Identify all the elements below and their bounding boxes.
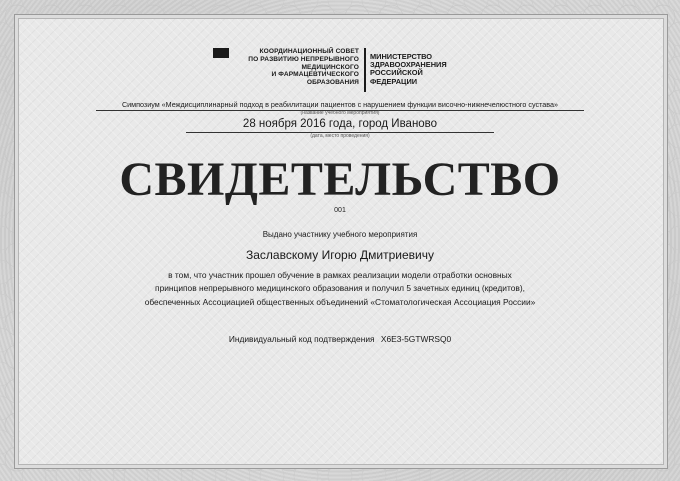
certificate-number: 001 xyxy=(334,207,346,214)
council-name: КООРДИНАЦИОННЫЙ СОВЕТ ПО РАЗВИТИЮ НЕПРЕРЫВНОГО МЕДИЦИНСКОГО И ФАРМАЦЕВТИЧЕСКОГО ОБРАЗОВАНИЯ xyxy=(213,48,359,87)
body-line: принципов непрерывного медицинского образования и получил 5 зачетных единиц (кредитов), xyxy=(155,283,525,294)
event-name-caption: (название учебного мероприятия) xyxy=(300,110,380,116)
event-name: Симпозиум «Междисциплинарный подход в реабилитации пациентов с нарушением функции височно-нижнечелюстного сустава» xyxy=(121,100,559,109)
participant-name: Заславскому Игорю Дмитриевичу xyxy=(246,248,434,262)
certificate-body xyxy=(14,269,666,309)
confirmation-code-label: Индивидуальный код подтверждения xyxy=(228,334,375,344)
body-line: в том, что участник прошел обучение в рамках реализации модели отработки основных xyxy=(168,270,512,280)
ministry-name: МИНИСТЕРСТВО ЗДРАВООХРАНЕНИЯ РОССИЙСКОЙ ФЕДЕРАЦИИ xyxy=(370,52,447,86)
council-logo-mark xyxy=(213,48,229,58)
confirmation-code-value: X6E3-5GTWRSQ0 xyxy=(380,334,452,344)
date-caption: (дата, место проведения) xyxy=(310,133,370,139)
event-date-place: 28 ноября 2016 года, город Иваново xyxy=(242,118,438,130)
issued-to-label: Выдано участнику учебного мероприятия xyxy=(262,230,418,239)
body-line: обеспеченных Ассоциацией общественных объединений «Стоматологическая Ассоциация России» xyxy=(144,296,536,307)
logo-divider xyxy=(364,48,366,92)
confirmation-code xyxy=(14,334,666,344)
certificate-content xyxy=(14,14,666,467)
organizers-logo xyxy=(14,48,666,96)
certificate-title: СВИДЕТЕЛЬСТВО xyxy=(119,153,561,206)
